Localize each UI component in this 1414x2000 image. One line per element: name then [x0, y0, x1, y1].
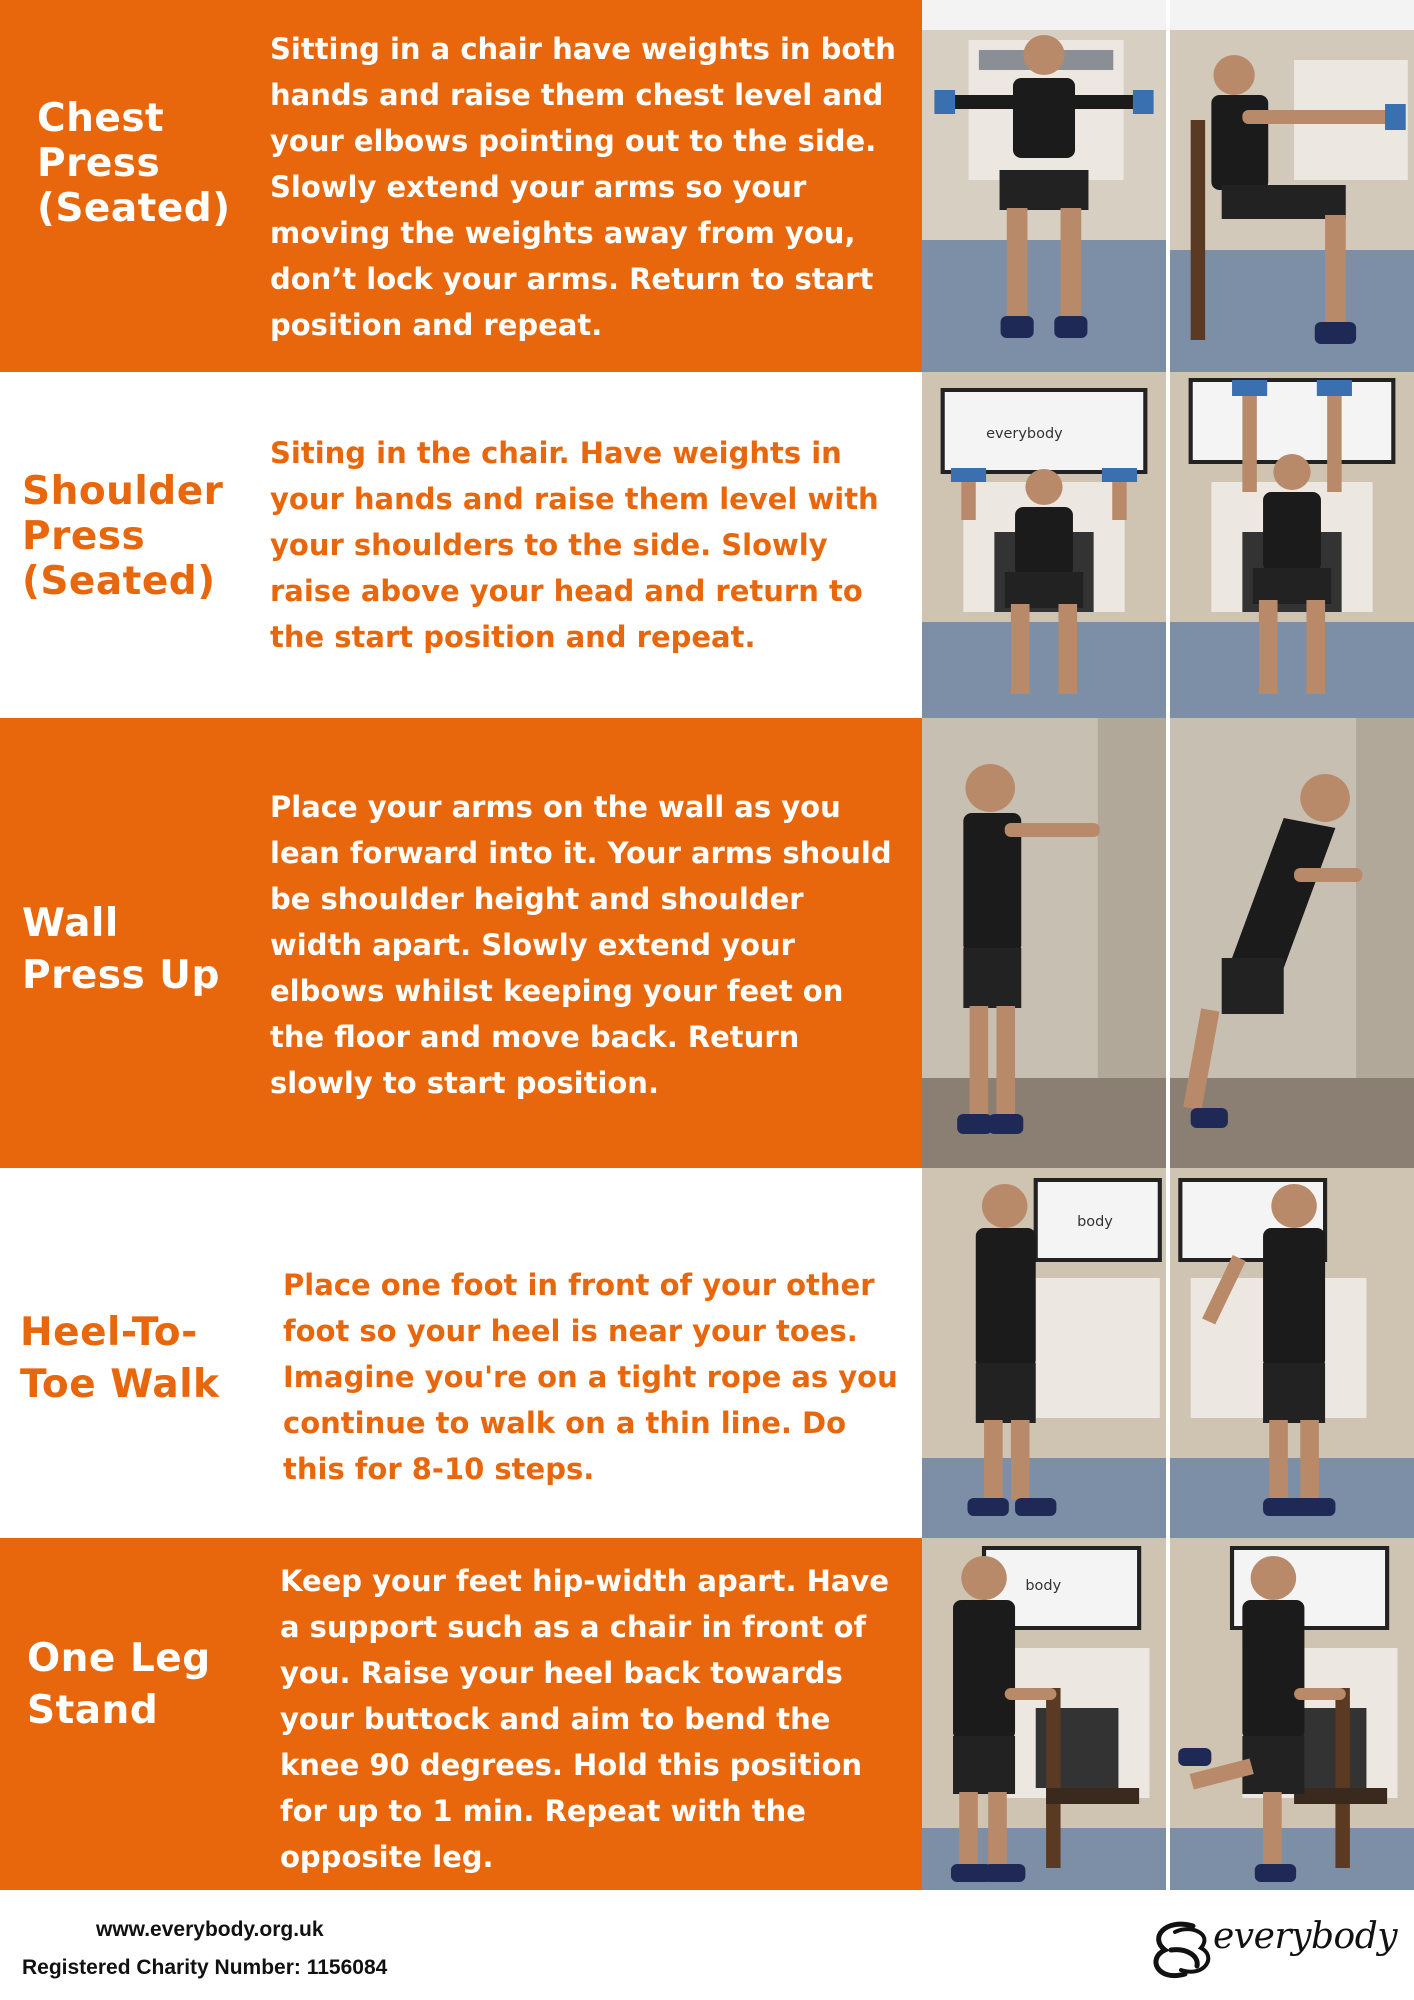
person-seated-shoulder-press-overhead-icon [1170, 372, 1414, 718]
exercise-row-one-leg-stand [0, 1538, 1414, 1890]
exercise-title [27, 1633, 211, 1737]
person-wall-press-start-icon [922, 718, 1166, 1168]
exercise-row-chest-press [0, 0, 1414, 372]
title-line: Stand [27, 1687, 159, 1733]
title-line: (Seated) [22, 559, 216, 605]
title-line: Press [37, 141, 161, 187]
exercise-row-shoulder-press [0, 372, 1414, 718]
title-line: Wall [22, 901, 119, 946]
exercise-description: Siting in the chair. Have weights in your hands and raise them level with your shoulders to the side. Slowly raise above your head and return to the start position and repeat. [270, 436, 879, 654]
title-line: Chest [37, 96, 165, 141]
exercise-photos [922, 718, 1414, 1168]
exercise-row-heel-to-toe-walk [0, 1168, 1414, 1538]
title-line: (Seated) [37, 186, 231, 232]
person-seated-shoulder-press-start-icon [922, 372, 1166, 718]
exercise-photos [922, 0, 1414, 372]
logo-wordmark: everybody [1213, 1916, 1398, 1957]
title-line: Heel-To- [20, 1310, 198, 1355]
footer [0, 1890, 1414, 2000]
tv-logo-text: body [1025, 1578, 1062, 1594]
exercise-description: Place one foot in front of your other foot so your heel is near your toes. Imagine you're on a tight rope as you continue to walk on a thin line. Do this for 8-10 steps. [283, 1268, 898, 1486]
exercise-photos [922, 372, 1414, 718]
website-link[interactable]: www.everybody.org.uk [96, 1918, 324, 1941]
charity-number: Registered Charity Number: 1156084 [22, 1956, 388, 1979]
exercise-title [22, 898, 220, 1002]
exercise-title [20, 1307, 220, 1411]
exercise-description: Keep your feet hip-width apart. Have a support such as a chair in front of you. Raise your heel back towards your buttock and aim to bend the knee 90 degrees. Hold this position for up to 1 min. Repeat with the opposite leg. [280, 1564, 889, 1874]
person-heel-to-toe-walk-icon [922, 1168, 1166, 1538]
exercise-row-wall-press-up [0, 718, 1414, 1168]
title-line: Press [22, 514, 146, 560]
title-line: Toe Walk [20, 1361, 220, 1407]
person-seated-chest-press-side-icon [1170, 0, 1414, 372]
exercise-title [22, 469, 223, 605]
exercise-description: Place your arms on the wall as you lean forward into it. Your arms should be shoulder height and shoulder width apart. Slowly extend your elbows whilst keeping your feet on the floor and move back. Return slowly to start position. [270, 790, 892, 1100]
person-wall-press-lean-icon [1170, 718, 1414, 1168]
title-line: Shoulder [22, 469, 224, 514]
tv-logo-text: body [1077, 1214, 1113, 1230]
exercise-title [37, 96, 231, 232]
exercise-photos [922, 1168, 1414, 1538]
title-line: One Leg [27, 1636, 211, 1681]
person-standing-holding-chair-icon [922, 1538, 1166, 1890]
tv-logo-text: everybody [986, 426, 1063, 442]
person-seated-chest-press-front-icon [922, 0, 1166, 372]
exercise-photos [922, 1538, 1414, 1890]
exercise-description: Sitting in a chair have weights in both hands and raise them chest level and your elbows pointing out to the side. Slowly extend your arms so your moving the weights away from you, don’t lock your arms. Return to start position and repeat. [270, 32, 896, 342]
person-one-leg-stand-icon [1170, 1538, 1414, 1890]
title-line: Press Up [22, 952, 220, 998]
person-heel-to-toe-walk-balance-icon [1170, 1168, 1414, 1538]
